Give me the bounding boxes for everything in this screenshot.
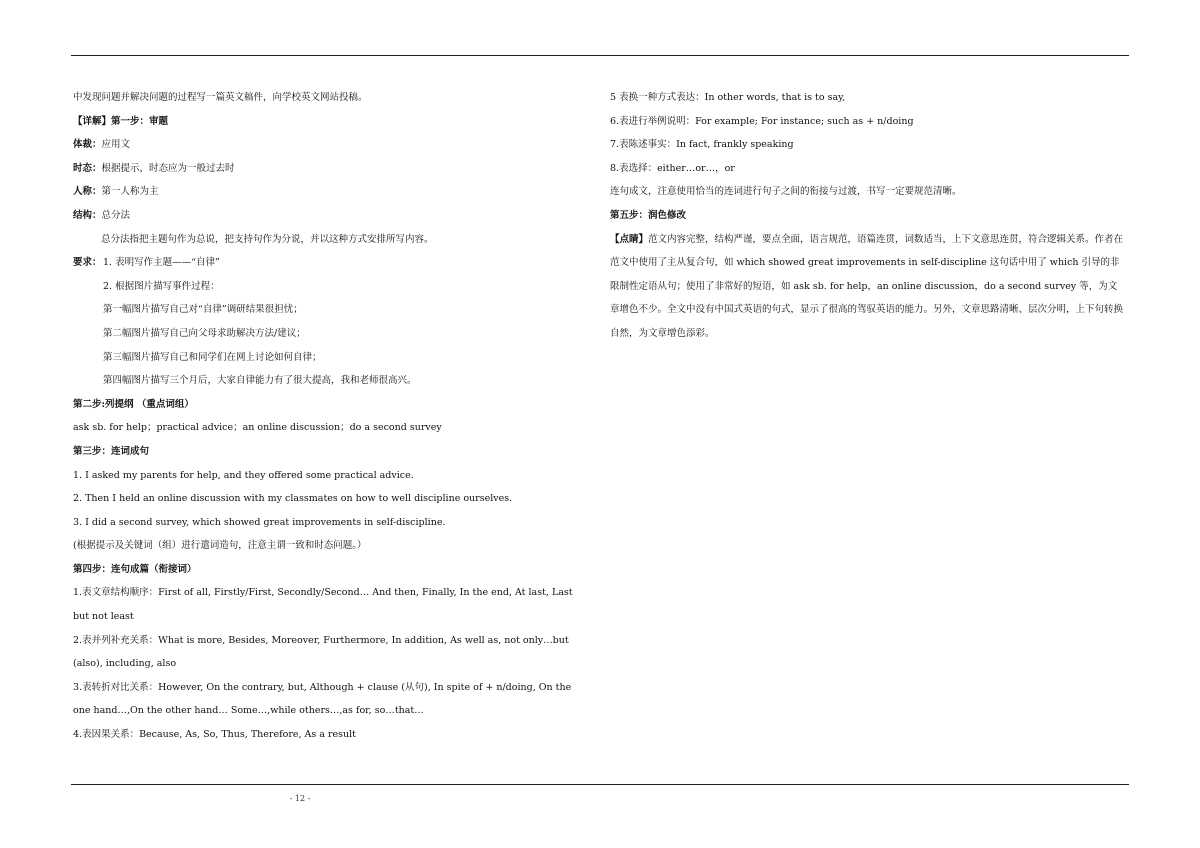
- picture-2-desc: 第二幅图片描写自己向父母求助解决方法/建议；: [103, 327, 306, 339]
- sentence-3: 3. I did a second survey, which showed great improvements in self-discipline.: [73, 516, 446, 528]
- structure-label: 结构：: [73, 209, 102, 221]
- genre-line: [73, 133, 573, 157]
- requirement-label: 要求：: [73, 257, 102, 269]
- detail-tag: 【详解】: [73, 115, 112, 127]
- sentence-1: 1. I asked my parents for help, and they offered some practical advice.: [73, 469, 414, 481]
- page-number: - 12 -: [289, 794, 311, 803]
- footer-rule: [71, 784, 1129, 785]
- step2-content: ask sb. for help；practical advice；an online discussion；do a second survey: [73, 422, 442, 434]
- connective-item-1: 1.表文章结构顺序：First of all, Firstly/First, Secondly/Second… And then, Finally, In the end, At last, Last but not least: [73, 587, 573, 623]
- tense-label: 时态：: [73, 162, 102, 174]
- right-column: [610, 86, 1125, 346]
- tense-line: [73, 157, 573, 181]
- requirement-2: 2. 根据图片描写事件过程：: [103, 280, 220, 292]
- picture-3-desc: 第三幅图片描写自己和同学们在网上讨论如何自律；: [103, 351, 322, 363]
- connective-item-5: 5 表换一种方式表达：In other words, that is to say,: [610, 92, 846, 103]
- requirement-1: 1. 表明写作主题——“自律”: [103, 257, 220, 269]
- structure-desc: 总分法指把主题句作为总说，把支持句作为分说，并以这种方式安排所写内容。: [101, 233, 434, 245]
- left-column: [73, 86, 573, 747]
- step3-note: (根据提示及关键词（组）进行遣词造句，注意主谓一致和时态问题。）: [73, 540, 367, 552]
- structure-value: 总分法: [101, 209, 131, 221]
- step1-heading: [73, 110, 573, 134]
- sentence-2: 2. Then I held an online discussion with my classmates on how to well discipline ourselves.: [73, 493, 513, 505]
- intro-line: 中发现问题并解决问题的过程写一篇英文稿件，向学校英文网站投稿。: [73, 92, 368, 103]
- connective-item-7: 7.表陈述事实：In fact, frankly speaking: [610, 139, 794, 151]
- summary-line: 连句成文，注意使用恰当的连词进行句子之间的衔接与过渡，书写一定要规范清晰。: [610, 186, 962, 198]
- genre-label: 体裁：: [73, 139, 102, 151]
- step1-title: 第一步：审题: [111, 115, 169, 127]
- genre-value: 应用文: [101, 139, 131, 151]
- connective-item-3: 3.表转折对比关系：However, On the contrary, but, Although + clause (从句), In spite of + n/doing, On the one hand…,On the other hand… Some…,while others…,as for, so…that…: [73, 681, 572, 717]
- person-label: 人称：: [73, 186, 102, 198]
- step3-title: 第三步：连词成句: [73, 445, 150, 457]
- comment-tag: 【点睛】: [610, 233, 649, 245]
- connective-item-4: 4.表因果关系：Because, As, So, Thus, Therefore, As a result: [73, 729, 356, 741]
- step5-title: 第五步：润色修改: [610, 209, 687, 221]
- picture-4-desc: 第四幅图片描写三个月后，大家自律能力有了很大提高，我和老师很高兴。: [103, 375, 417, 387]
- comment-text: 范文内容完整，结构严谨，要点全面，语言规范，语篇连贯，词数适当，上下文意思连贯，符合逻辑关系。作者在范文中使用了主从复合句，如 which showed great improvements in self-discipline 这句话中用了 which 引导的非限制性定语从句；使用了非常好的短语，如 ask sb. for help，an online discussion，do a second survey 等，为文章增色不少。全文中没有中国式英语的句式，显示了很高的驾驭英语的能力。另外，文章思路清晰、层次分明，上下句转换自然，为文章增色添彩。: [610, 233, 1124, 339]
- header-rule: [71, 55, 1129, 56]
- tense-value: 根据提示，时态应为一般过去时: [101, 162, 235, 174]
- step2-title: 第二步:列提纲 （重点词组）: [73, 398, 194, 410]
- person-value: 第一人称为主: [101, 186, 159, 198]
- picture-1-desc: 第一幅图片描写自己对“自律”调研结果很担忧；: [103, 304, 303, 316]
- comment-paragraph: [610, 228, 1125, 346]
- person-line: [73, 180, 573, 204]
- connective-item-6: 6.表进行举例说明：For example; For instance; such as + n/doing: [610, 115, 914, 127]
- connective-item-8: 8.表选择：either…or…，or: [610, 162, 735, 174]
- requirement-line: [73, 251, 573, 275]
- step4-title: 第四步：连句成篇（衔接词）: [73, 563, 197, 575]
- structure-line: [73, 204, 573, 228]
- connective-item-2: 2.表并列补充关系：What is more, Besides, Moreover, Furthermore, In addition, As well as, not only…but (also), including, also: [73, 634, 569, 670]
